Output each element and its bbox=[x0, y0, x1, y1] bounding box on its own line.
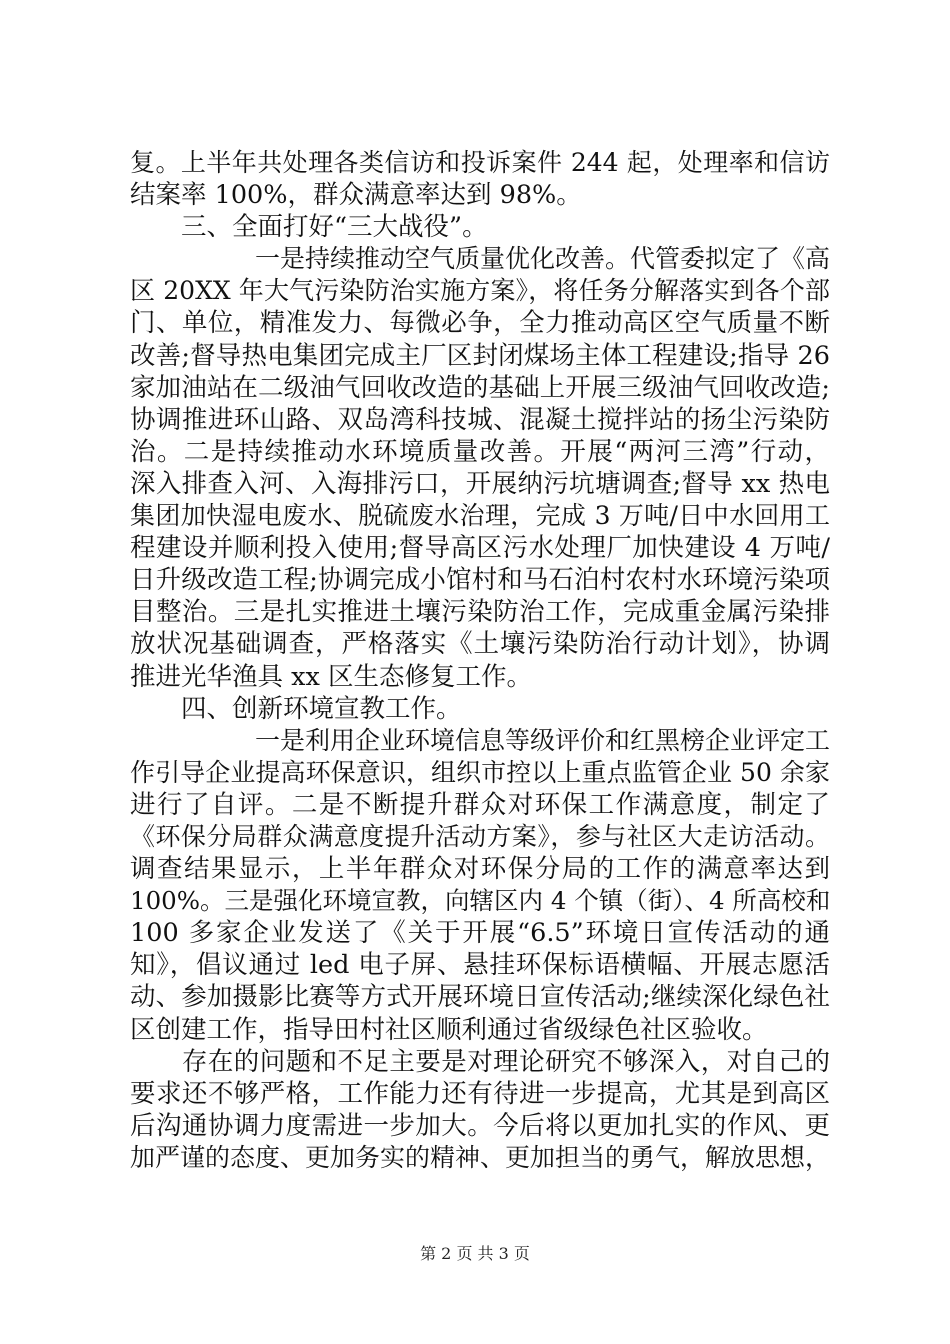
text-line: 一是利用企业环境信息等级评价和红黑榜企业评定工 bbox=[130, 725, 831, 755]
text-line: 要求还不够严格，工作能力还有待进一步提高，尤其是到高区 bbox=[130, 1078, 830, 1109]
text-line: 存在的问题和不足主要是对理论研究不够深入，对自己的 bbox=[130, 1046, 830, 1077]
text-line: 加严谨的态度、更加务实的精神、更加担当的勇气，解放思想， bbox=[130, 1142, 831, 1172]
text-line: 动、参加摄影比赛等方式开展环境日宣传活动;继续深化绿色社 bbox=[130, 982, 830, 1013]
text-line: 调查结果显示，上半年群众对环保分局的工作的满意率达到 bbox=[130, 854, 830, 885]
section-heading: 三、全面打好“三大战役”。 bbox=[130, 212, 488, 243]
text-line: 知》，倡议通过 led 电子屏、悬挂环保标语横幅、开展志愿活 bbox=[130, 950, 830, 981]
text-line: 一是持续推动空气质量优化改善。代管委拟定了《高 bbox=[130, 244, 831, 274]
text-line: 区 20XX 年大气污染防治实施方案》，将任务分解落实到各个部 bbox=[130, 276, 830, 306]
text-line: 程建设并顺利投入使用;督导高区污水处理厂加快建设 4 万吨/ bbox=[130, 533, 830, 564]
text-line: 作引导企业提高环保意识，组织市控以上重点监管企业 50 余家 bbox=[130, 757, 830, 787]
text-line: 协调推进环山路、双岛湾科技城、混凝土搅拌站的扬尘污染防 bbox=[130, 404, 830, 435]
text-line: 目整治。三是扎实推进土壤污染防治工作，完成重金属污染排 bbox=[130, 597, 830, 628]
page-footer: 第 2 页 共 3 页 bbox=[420, 1244, 530, 1263]
text-line: 集团加快湿电废水、脱硫废水治理，完成 3 万吨/日中水回用工 bbox=[130, 501, 830, 531]
body-text bbox=[130, 147, 830, 1174]
text-line: 深入排查入河、入海排污口，开展纳污坑塘调查;督导 xx 热电 bbox=[130, 468, 830, 499]
text-line: 结案率 100%，群众满意率达到 98%。 bbox=[130, 180, 582, 211]
text-line: 复。上半年共处理各类信访和投诉案件 244 起，处理率和信访 bbox=[130, 148, 830, 177]
text-line: 推进光华渔具 xx 区生态修复工作。 bbox=[130, 661, 532, 692]
text-line: 放状况基础调查，严格落实《土壤污染防治行动计划》，协调 bbox=[130, 629, 830, 660]
text-line: 家加油站在二级油气回收改造的基础上开展三级油气回收改造; bbox=[130, 372, 830, 403]
text-line: 门、单位，精准发力、每微必争，全力推动高区空气质量不断 bbox=[130, 308, 830, 339]
text-line: 100 多家企业发送了《关于开展“6.5”环境日宣传活动的通 bbox=[130, 918, 830, 949]
text-line: 《环保分局群众满意度提升活动方案》，参与社区大走访活动。 bbox=[130, 821, 830, 851]
text-line: 改善;督导热电集团完成主厂区封闭煤场主体工程建设;指导 26 bbox=[130, 340, 830, 371]
text-line: 区创建工作，指导田村社区顺利通过省级绿色社区验收。 bbox=[130, 1014, 768, 1045]
text-line: 日升级改造工程;协调完成小馆村和马石泊村农村水环境污染项 bbox=[130, 565, 830, 596]
text-line: 进行了自评。二是不断提升群众对环保工作满意度，制定了 bbox=[130, 789, 830, 820]
text-line: 100%。三是强化环境宣教，向辖区内 4 个镇（街）、4 所高校和 bbox=[130, 886, 831, 916]
text-line: 后沟通协调力度需进一步加大。今后将以更加扎实的作风、更 bbox=[130, 1110, 830, 1141]
text-line: 治。二是持续推动水环境质量改善。开展“两河三湾”行动， bbox=[130, 436, 830, 467]
section-heading: 四、创新环境宣教工作。 bbox=[130, 693, 462, 724]
